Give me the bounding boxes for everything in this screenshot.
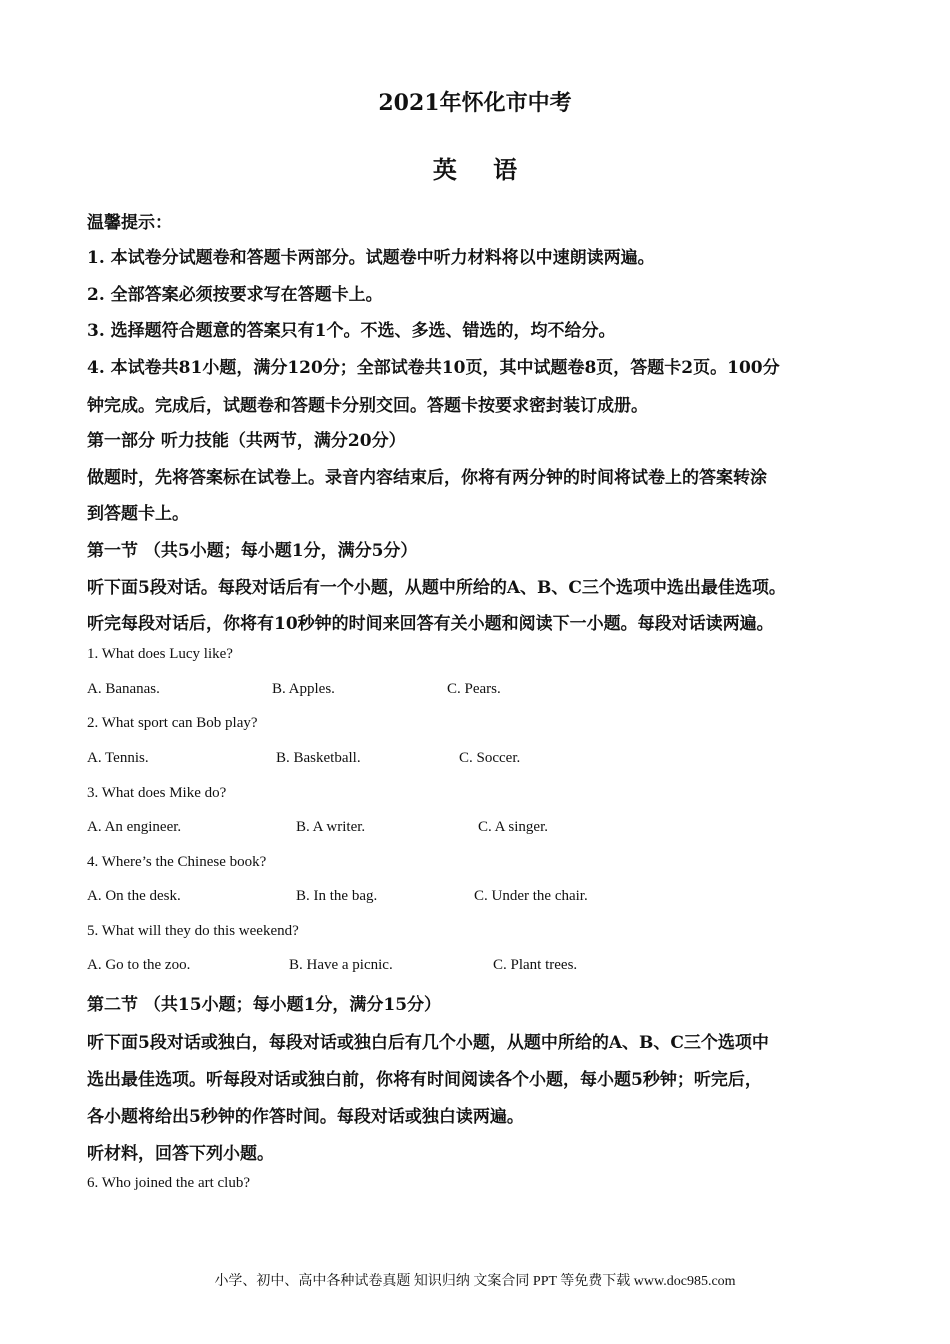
section1-intro-line: 听下面5段对话。每段对话后有一个小题，从题中所给的A、B、C三个选项中选出最佳选项。 [87, 578, 786, 598]
option-b: B. A writer. [296, 819, 366, 835]
option-a: A. On the desk. [87, 888, 181, 904]
question-5: 5. What will they do this weekend? [87, 923, 299, 939]
section2-intro-line: 各小题将给出5秒钟的作答时间。每段对话或独白读两遍。 [87, 1107, 524, 1127]
part1-intro-line: 做题时，先将答案标在试卷上。录音内容结束后，你将有两分钟的时间将试卷上的答案转涂 [87, 468, 767, 488]
option-c: C. Pears. [447, 681, 501, 697]
option-a: A. An engineer. [87, 819, 182, 835]
section1-intro-line: 听完每段对话后，你将有10秒钟的时间来回答有关小题和阅读下一小题。每段对话读两遍。 [87, 614, 774, 634]
option-b: B. Have a picnic. [289, 957, 393, 973]
section2-intro-line: 选出最佳选项。听每段对话或独白前，你将有时间阅读各个小题，每小题5秒钟；听完后， [87, 1070, 762, 1090]
notice-item: 3. 选择题符合题意的答案只有1个。不选、多选、错选的，均不给分。 [87, 321, 616, 341]
notice-heading: 温馨提示： [87, 213, 172, 233]
question-4: 4. Where’s the Chinese book? [87, 854, 267, 870]
notice-item: 钟完成。完成后，试题卷和答题卡分别交回。答题卡按要求密封装订成册。 [87, 396, 648, 416]
page-footer: 小学、初中、高中各种试卷真题 知识归纳 文案合同 PPT 等免费下载 www.doc985.com [214, 1274, 736, 1289]
question-3: 3. What does Mike do? [87, 785, 227, 801]
option-b: B. Apples. [272, 681, 335, 697]
notice-item: 4. 本试卷共81小题，满分120分；全部试卷共10页，其中试题卷8页，答题卡2页。100分 [87, 358, 780, 378]
question-6: 6. Who joined the art club? [87, 1175, 251, 1191]
section1-heading: 第一节 （共5小题；每小题1分，满分5分） [87, 541, 418, 561]
option-a: A. Bananas. [87, 681, 160, 697]
option-b: B. In the bag. [296, 888, 378, 904]
section2-heading: 第二节 （共15小题；每小题1分，满分15分） [87, 995, 442, 1015]
section2-prompt: 听材料，回答下列小题。 [87, 1144, 274, 1164]
option-c: C. Under the chair. [474, 888, 588, 904]
notice-item: 1. 本试卷分试题卷和答题卡两部分。试题卷中听力材料将以中速朗读两遍。 [87, 248, 655, 268]
option-c: C. Soccer. [459, 750, 521, 766]
option-a: A. Tennis. [87, 750, 149, 766]
question-1: 1. What does Lucy like? [87, 646, 233, 662]
question-2: 2. What sport can Bob play? [87, 715, 258, 731]
page-title: 2021年怀化市中考 [378, 90, 572, 116]
section2-intro-line: 听下面5段对话或独白，每段对话或独白后有几个小题，从题中所给的A、B、C三个选项中 [87, 1033, 769, 1053]
notice-item: 2. 全部答案必须按要求写在答题卡上。 [87, 285, 383, 305]
option-a: A. Go to the zoo. [87, 957, 191, 973]
option-c: C. A singer. [478, 819, 549, 835]
part1-heading: 第一部分 听力技能（共两节，满分20分） [87, 431, 406, 451]
part1-intro-line: 到答题卡上。 [87, 504, 189, 524]
option-c: C. Plant trees. [493, 957, 578, 973]
subject-title: 英 语 [432, 155, 532, 184]
option-b: B. Basketball. [276, 750, 361, 766]
